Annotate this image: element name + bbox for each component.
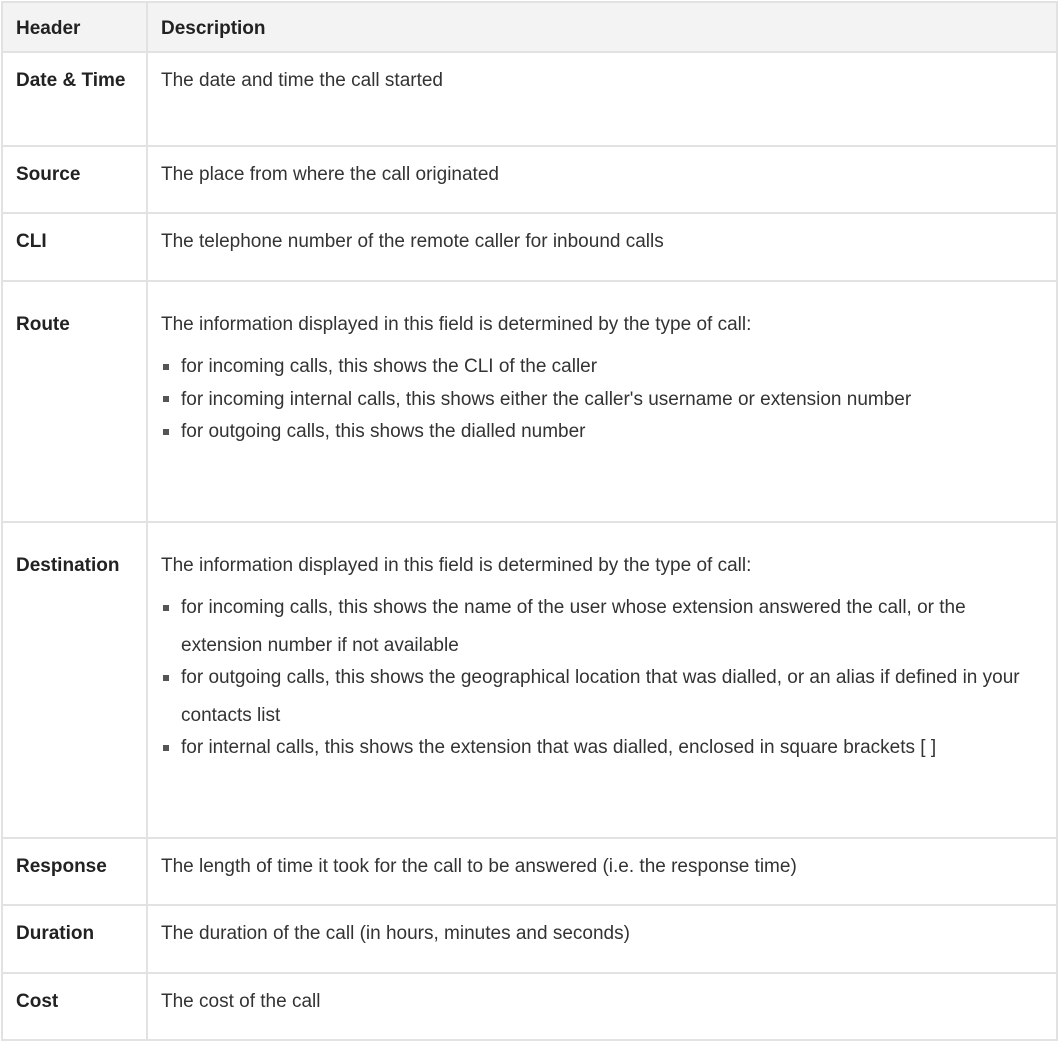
row-description-date-time: The date and time the call started xyxy=(147,52,1057,146)
row-description-cost: The cost of the call xyxy=(147,973,1057,1040)
row-description-source: The place from where the call originated xyxy=(147,146,1057,213)
square-bullet-icon xyxy=(163,364,169,370)
destination-bullet-list xyxy=(161,589,1044,767)
call-fields-table xyxy=(1,1,1058,1041)
table-head xyxy=(2,2,1057,52)
row-header-destination: Destination xyxy=(2,522,147,838)
list-item xyxy=(161,589,1044,664)
list-item-text: for incoming internal calls, this shows either the caller's username or extension number xyxy=(181,388,912,410)
square-bullet-icon xyxy=(163,396,169,402)
list-item-text: for outgoing calls, this shows the geographical location that was dialled, or an alias if defined in your contacts list xyxy=(181,667,1020,726)
list-item-text: for internal calls, this shows the extension that was dialled, enclosed in square brackets [ ] xyxy=(181,737,937,758)
column-header-description: Description xyxy=(147,2,1057,52)
table-row xyxy=(2,213,1057,281)
table-row xyxy=(2,146,1057,213)
row-header-source: Source xyxy=(2,146,147,213)
list-item-text: for incoming calls, this shows the name of the user whose extension answered the call, or the extension number if not available xyxy=(181,597,966,656)
table-header-row xyxy=(2,2,1057,52)
table-row xyxy=(2,522,1057,838)
list-item-text: for incoming calls, this shows the CLI of the caller xyxy=(181,356,598,377)
route-bullet-list xyxy=(161,348,1044,451)
list-item xyxy=(161,413,1044,451)
table-row xyxy=(2,838,1057,905)
column-header-header: Header xyxy=(2,2,147,52)
list-item xyxy=(161,729,1044,767)
table-row xyxy=(2,973,1057,1040)
table-row xyxy=(2,52,1057,146)
row-header-route: Route xyxy=(2,281,147,522)
square-bullet-icon xyxy=(163,745,169,751)
list-item xyxy=(161,659,1044,734)
square-bullet-icon xyxy=(163,429,169,435)
row-header-cli: CLI xyxy=(2,213,147,281)
row-header-duration: Duration xyxy=(2,905,147,973)
row-description-duration: The duration of the call (in hours, minutes and seconds) xyxy=(147,905,1057,973)
square-bullet-icon xyxy=(163,675,169,681)
table-row xyxy=(2,905,1057,973)
route-intro-text: The information displayed in this field is determined by the type of call: xyxy=(161,314,752,335)
row-description-route xyxy=(147,281,1057,522)
table-row xyxy=(2,281,1057,522)
row-header-response: Response xyxy=(2,838,147,905)
row-description-destination xyxy=(147,522,1057,838)
row-header-date-time: Date & Time xyxy=(2,52,147,146)
row-header-cost: Cost xyxy=(2,973,147,1040)
list-item-text: for outgoing calls, this shows the dialled number xyxy=(181,421,586,442)
square-bullet-icon xyxy=(163,605,169,611)
row-description-response: The length of time it took for the call to be answered (i.e. the response time) xyxy=(147,838,1057,905)
table-body xyxy=(2,52,1057,1040)
row-description-cli: The telephone number of the remote caller for inbound calls xyxy=(147,213,1057,281)
destination-intro-text: The information displayed in this field is determined by the type of call: xyxy=(161,555,752,576)
